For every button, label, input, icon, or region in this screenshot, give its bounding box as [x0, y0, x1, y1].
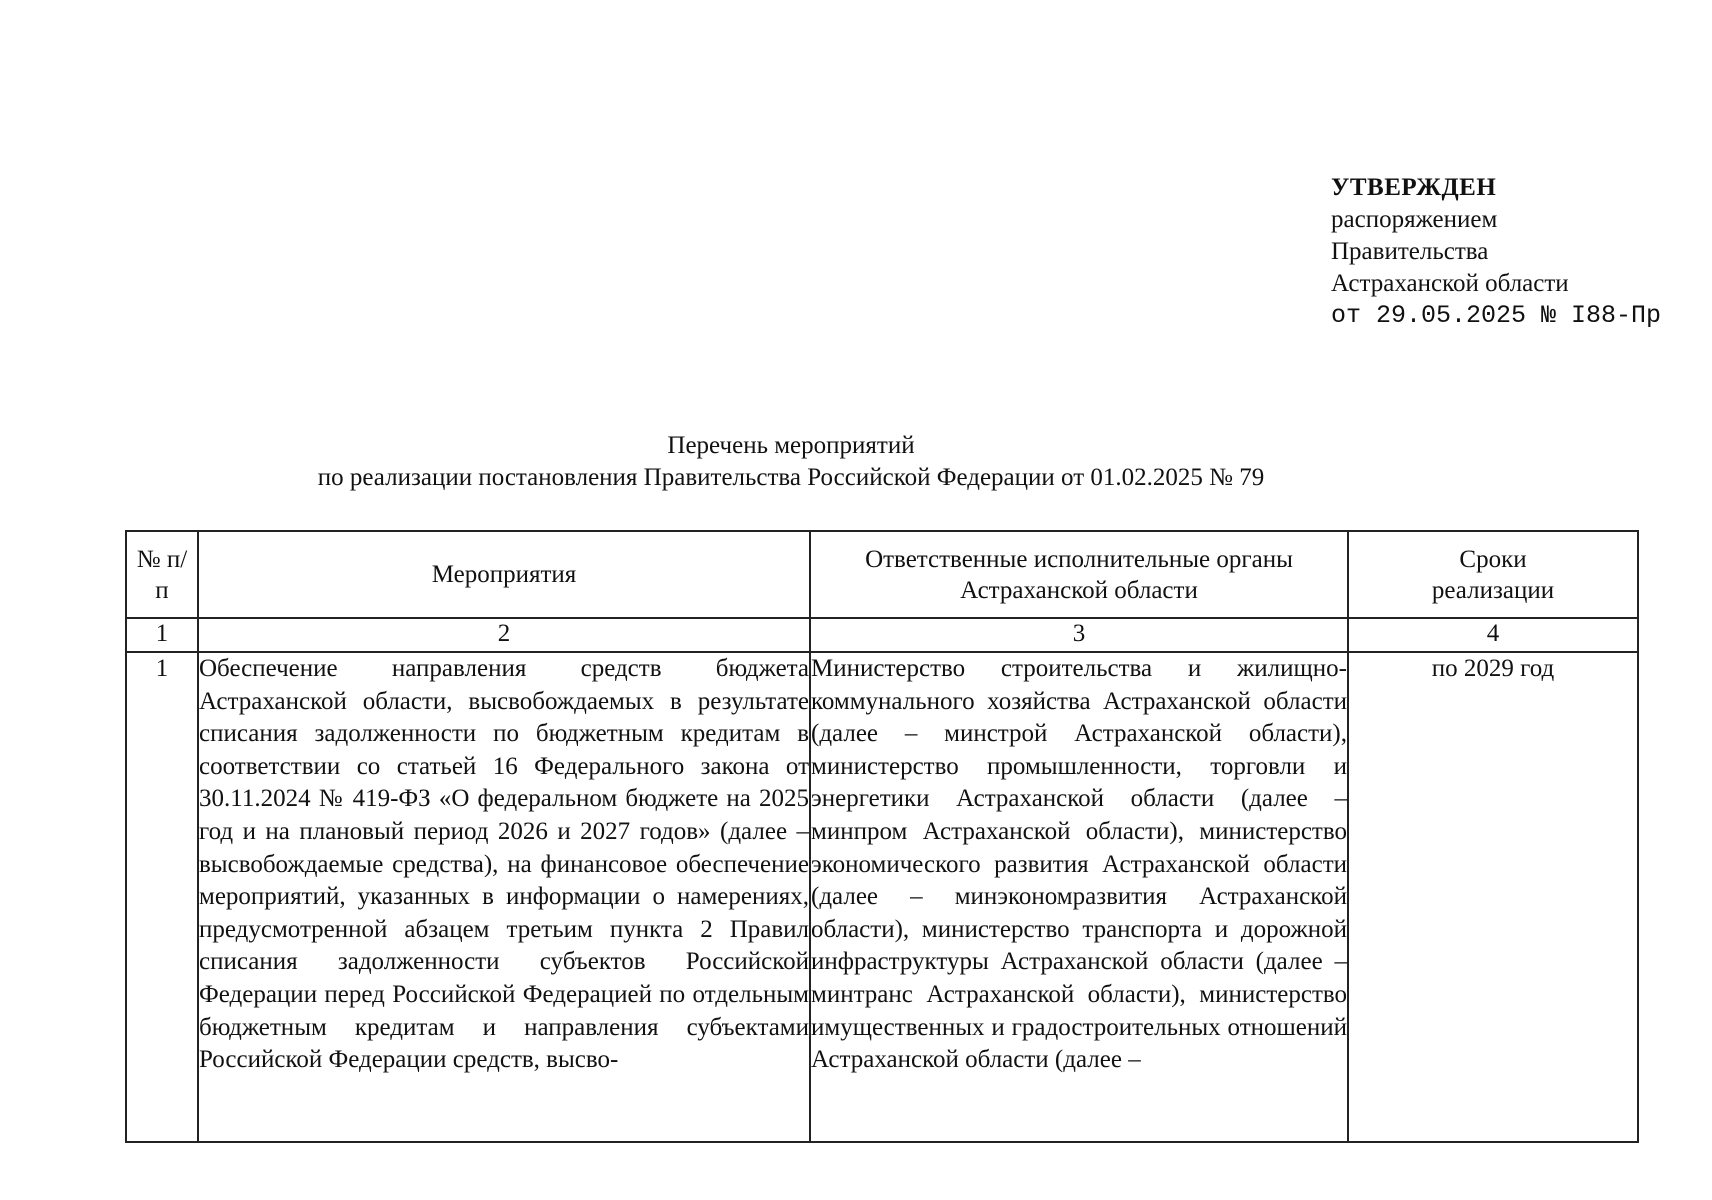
header-term: Сроки реализации — [1348, 531, 1638, 618]
responsible-bodies: Министерство строительства и жилищно-коммунального хозяйства Астраханской области (далее – минстрой Астраханской области), министерство промышленности, торговли и энергетики Астраханской области (далее – минпром Астраханской области), министерство экономического развития Астраханской области (далее – минэкономразвития Астраханской области), министерство транспорта и дорожной инфраструктуры Астраханской области (далее – минтранс Астраханской области), министерство имущественных и градостроительных отношений Астраханской области (далее – — [810, 652, 1348, 1142]
approval-block — [1331, 172, 1661, 332]
approval-date-number: от 29.05.2025 № I88-Пр — [1331, 301, 1662, 330]
column-number: 2 — [198, 618, 810, 652]
approval-line-1: распоряжением — [1331, 206, 1498, 233]
events-table — [125, 530, 1639, 1143]
column-number: 4 — [1348, 618, 1638, 652]
title-line-1: Перечень мероприятий — [667, 432, 915, 459]
table-row — [126, 652, 1638, 1142]
event-description: Обеспечение направления средств бюджета Астраханской области, высвобождаемых в результате списания задолженности по бюджетным кредитам в соответствии со статьей 16 Федерального закона от 30.11.2024 № 419-ФЗ «О федеральном бюджете на 2025 год и на плановый период 2026 и 2027 годов» (далее – высвобождаемые средства), на финансовое обеспечение мероприятий, указанных в информации о намерениях, предусмотренной абзацем третьим пункта 2 Правил списания задолженности субъектов Российской Федерации перед Российской Федерацией по отдельным бюджетным кредитам и направления субъектами Российской Федерации средств, высво- — [198, 652, 810, 1142]
title-line-2: по реализации постановления Правительства Российской Федерации от 01.02.2025 № 79 — [317, 464, 1265, 491]
column-number: 3 — [810, 618, 1348, 652]
header-events: Мероприятия — [198, 531, 810, 618]
column-number-row — [126, 618, 1638, 652]
row-number: 1 — [126, 652, 198, 1142]
column-number: 1 — [126, 618, 198, 652]
header-num: № п/п — [126, 531, 198, 618]
approval-stamp: УТВЕРЖДЕН — [1331, 174, 1497, 201]
header-responsible: Ответственные исполнительные органы Астраханской области — [810, 531, 1348, 618]
approval-line-3: Астраханской области — [1331, 270, 1569, 297]
implementation-term: по 2029 год — [1348, 652, 1638, 1142]
document-title — [0, 430, 1712, 494]
approval-line-2: Правительства — [1331, 238, 1489, 265]
table-header-row — [126, 531, 1638, 618]
